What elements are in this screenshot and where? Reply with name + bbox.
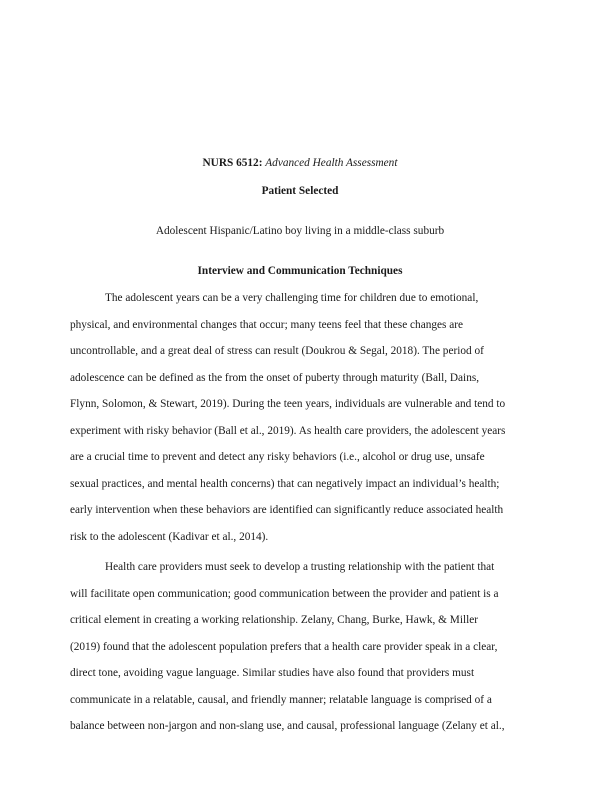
paragraph-line: uncontrollable, and a great deal of stress can result (Doukrou & Segal, 2018). The period of [70,345,484,357]
course-title [0,155,600,171]
paragraph-line: Health care providers must seek to develop a trusting relationship with the patient that [105,561,495,573]
paragraph-line: The adolescent years can be a very challenging time for children due to emotional, [105,292,479,304]
paragraph-1 [70,285,540,550]
paragraph-line: (2019) found that the adolescent population prefers that a health care provider speak in a clear, [70,640,498,653]
paragraph-line: balance between non-jargon and non-slang use, and causal, professional language (Zelany et al., [70,720,505,732]
paragraph-line: direct tone, avoiding vague language. Similar studies have also found that providers must [70,667,475,679]
paragraph-line: physical, and environmental changes that occur; many teens feel that these changes are [70,318,464,331]
paragraph-line: early intervention when these behaviors are identified can significantly reduce associated health [70,504,504,516]
paragraph-line: sexual practices, and mental health concerns) that can negatively impact an individual’s health; [70,477,500,490]
paragraph-line: critical element in creating a working relationship. Zelany, Chang, Burke, Hawk, & Miller [70,614,479,626]
paragraph-line: communicate in a relatable, causal, and friendly manner; relatable language is comprised of a [70,693,492,706]
paragraph-line: Flynn, Solomon, & Stewart, 2019). During the teen years, individuals are vulnerable and tend to [70,398,506,410]
patient-heading: Patient Selected [261,185,339,197]
paragraph-line: are a crucial time to prevent and detect any risky behaviors (i.e., alcohol or drug use, unsafe [70,451,485,463]
paragraph-line: adolescence can be defined as the from the onset of puberty through maturity (Ball, Dains, [70,371,480,384]
course-name: Advanced Health Assessment [265,157,398,169]
patient-description: Adolescent Hispanic/Latino boy living in a middle-class suburb [155,225,445,237]
paragraph-line: experiment with risky behavior (Ball et al., 2019). As health care providers, the adolescent years [70,424,506,437]
course-code: NURS 6512: [202,157,263,169]
paragraph-line: risk to the adolescent (Kadivar et al., 2014). [70,530,269,543]
paragraph-line: will facilitate open communication; good communication between the provider and patient is a [70,587,499,600]
section-heading: Interview and Communication Techniques [197,265,403,277]
paragraph-2 [70,554,540,740]
